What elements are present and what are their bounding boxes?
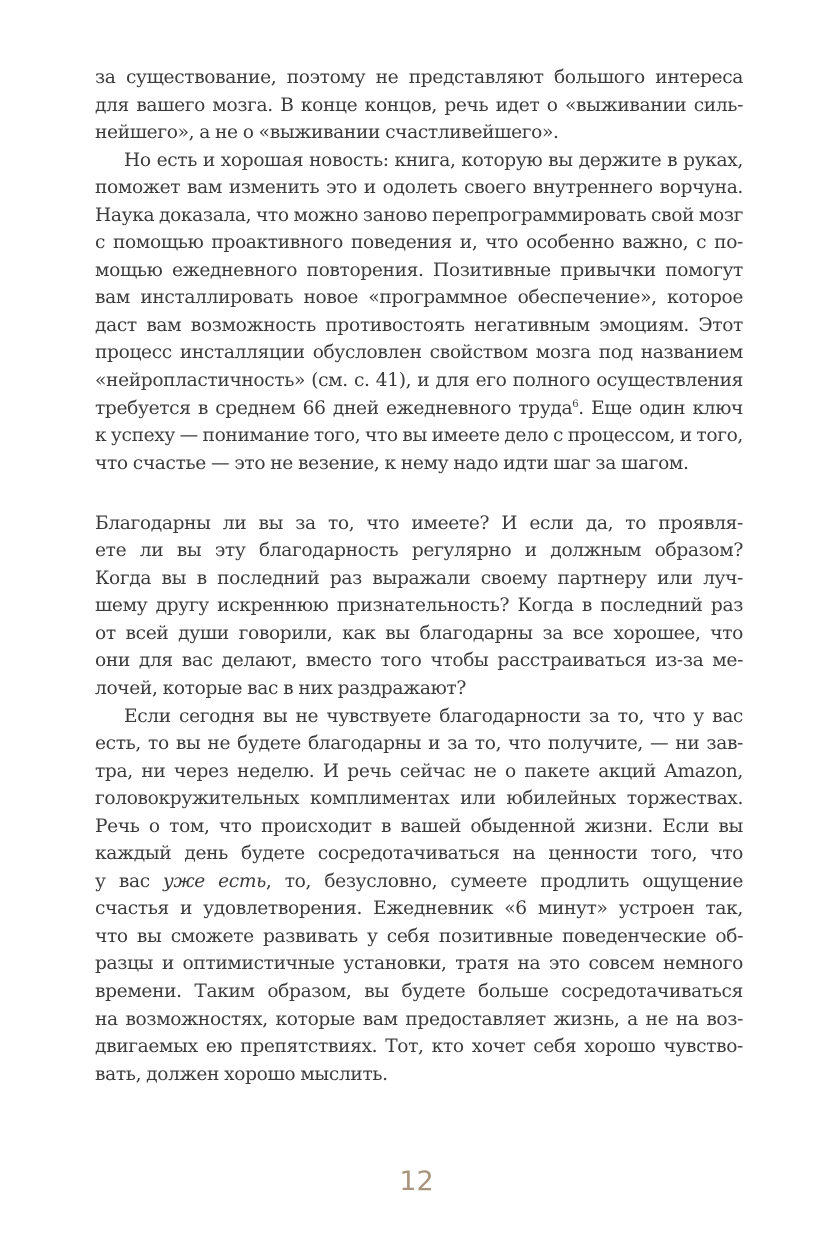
paragraph-group-2 [95, 510, 743, 1088]
text-line: для вашего мозга. В конце концов, речь идет о «выживании силь- [95, 94, 743, 116]
text-line [95, 395, 743, 423]
text-line: даст вам возможность противостоять негативным эмоциям. Этот [95, 314, 743, 336]
text-line: есть, то вы не будете благодарны и за то, что получите, — ни зав- [95, 733, 743, 755]
text-line: счастья и удовлетворения. Ежедневник «6 минут» устроен так, [95, 898, 743, 920]
text-line: к успеху — понимание того, что вы имеете дело с процессом, и того, [95, 425, 743, 447]
text-line: поможет вам изменить это и одолеть своего внутреннего ворчуна. [95, 177, 743, 199]
page-number: 12 [399, 1166, 434, 1197]
text-line: «нейропластичность» (см. с. 41), и для его полного осуществления [95, 370, 743, 392]
page-body [95, 64, 743, 1088]
text-segment: требуется в среднем 66 дней ежедневного труда [95, 397, 573, 419]
text-line: они для вас делают, вместо того чтобы расстраиваться из-за ме- [95, 650, 743, 672]
text-line: процесс инсталляции обусловлен свойством мозга под названием [95, 342, 743, 364]
text-line: Речь о том, что происходит в вашей обыденной жизни. Если вы [95, 815, 743, 837]
text-line: нейшего», а не о «выживании счастливейшего». [95, 122, 559, 144]
text-line: вать, должен хорошо мыслить. [95, 1063, 388, 1085]
text-segment: . Еще один ключ [578, 397, 743, 419]
text-line: разцы и оптимистичные установки, тратя на это совсем немного [95, 953, 743, 975]
text-line: что вы сможете развивать у себя позитивные поведенческие об- [95, 925, 743, 947]
text-line: на возможностях, которые вам предоставляет жизнь, а не на воз- [95, 1008, 743, 1030]
text-line: Наука доказала, что можно заново перепрограммировать свой мозг [95, 204, 743, 226]
text-line [95, 868, 743, 896]
text-segment: , то, безусловно, сумеете продлить ощущение [265, 870, 743, 892]
text-line: ете ли вы эту благодарность регулярно и должным образом? [95, 540, 743, 562]
text-line: Если сегодня вы не чувствуете благодарности за то, что у вас [124, 705, 743, 727]
text-line: головокружительных комплиментах или юбилейных торжествах. [95, 788, 743, 810]
text-line: каждый день будете сосредотачиваться на ценности того, что [95, 843, 743, 865]
text-line: тра, ни через неделю. И речь сейчас не о пакете акций Amazon, [95, 760, 743, 782]
text-line: за существование, поэтому не представляют большого интереса [95, 67, 743, 88]
text-line: двигаемых ею препятствиях. Тот, кто хочет себя хорошо чувство- [95, 1036, 743, 1058]
text-line: Благодарны ли вы за то, что имеете? И если да, то проявля- [95, 512, 743, 534]
text-line: вам инсталлировать новое «программное обеспечение», которое [95, 287, 743, 309]
text-line: времени. Таким образом, вы будете больше сосредотачиваться [95, 981, 743, 1002]
section-break [95, 477, 743, 510]
text-line: лочей, которые вас в них раздражают? [95, 677, 466, 699]
text-line: что счастье — это не везение, к нему надо идти шаг за шагом. [95, 452, 689, 474]
footnote-marker[interactable]: 6 [572, 398, 579, 410]
text-line: Когда вы в последний раз выражали своему партнеру или луч- [95, 567, 743, 589]
text-line: Но есть и хорошая новость: книга, которую вы держите в руках, [124, 149, 743, 171]
paragraph-group-1 [95, 64, 743, 477]
text-segment: у вас [95, 870, 164, 892]
text-line: с помощью проактивного поведения и, что особенно важно, с по- [95, 232, 743, 254]
italic-emphasis: уже есть [163, 870, 266, 892]
text-line: мощью ежедневного повторения. Позитивные привычки помогут [95, 259, 743, 281]
text-line: от всей души говорили, как вы благодарны за все хорошее, что [95, 622, 743, 644]
text-line: шему другу искреннюю признательность? Когда в последний раз [95, 595, 743, 617]
